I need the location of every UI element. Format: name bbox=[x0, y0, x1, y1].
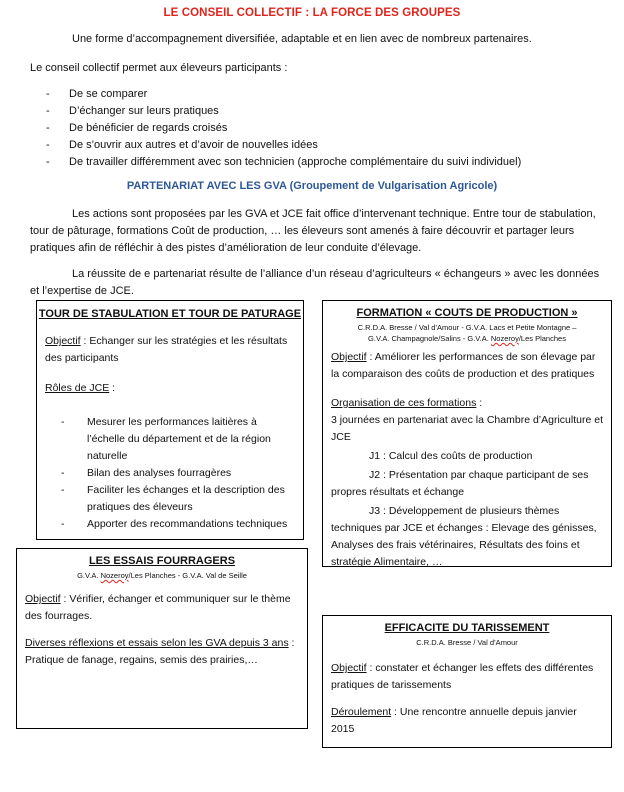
deroulement-text bbox=[331, 704, 603, 738]
box-subtitle: C.R.D.A. Bresse / Val d’Amour bbox=[416, 638, 518, 647]
sub-part: Nozeroy bbox=[100, 571, 129, 580]
j3-text: J3 : Développement de plusieurs thèmes techniques par JCE et échanges : Elevage des génisses, Analyses des frais vétérinaires, Résultats des foins et stratégie Alimentaire, … bbox=[331, 505, 597, 568]
box-title: LES ESSAIS FOURRAGERS bbox=[88, 555, 236, 567]
sub-part: /Les Planches - G.V.A. Val de Seille bbox=[128, 571, 247, 580]
box-subtitle bbox=[323, 333, 611, 344]
box-subtitle: C.R.D.A. Bresse / Val d’Amour - G.V.A. Lacs et Petite Montagne – bbox=[357, 323, 577, 332]
roles-label: Rôles de JCE bbox=[45, 382, 110, 394]
box-tour-stabulation bbox=[36, 300, 304, 540]
box-title: TOUR DE STABULATION ET TOUR DE PATURAGE bbox=[38, 308, 302, 320]
roles-heading bbox=[45, 380, 295, 397]
organisation-heading bbox=[331, 395, 605, 412]
page-title: LE CONSEIL COLLECTIF : LA FORCE DES GROUPES bbox=[163, 7, 461, 19]
paragraph-line: et l’expertise de JCE. bbox=[30, 285, 134, 297]
sub-part: /Les Planches bbox=[518, 334, 566, 343]
roles-list bbox=[61, 414, 295, 533]
objectif-text bbox=[25, 591, 299, 625]
objectif-value: : Echanger sur les stratégies et les résultats des participants bbox=[45, 335, 288, 364]
success-paragraph bbox=[30, 266, 610, 300]
objectif-label: Objectif bbox=[45, 335, 81, 347]
sub-part: G.V.A. Champagnole/Salins - G.V.A. bbox=[368, 334, 491, 343]
box-essais-fourragers bbox=[16, 548, 308, 729]
organisation-label: Organisation de ces formations bbox=[331, 397, 477, 409]
partnership-paragraph bbox=[30, 206, 610, 257]
benefits-list bbox=[46, 86, 606, 171]
partnership-heading: PARTENARIAT AVEC LES GVA (Groupement de Vulgarisation Agricole) bbox=[126, 180, 498, 192]
objectif-text bbox=[331, 349, 605, 383]
list-item: - De se comparer bbox=[46, 86, 606, 103]
list-item: - Faciliter les échanges et la description des pratiques des éleveurs bbox=[61, 482, 295, 516]
sub-part: G.V.A. bbox=[77, 571, 101, 580]
sub-part: Nozeroy bbox=[490, 334, 519, 343]
objectif-text bbox=[45, 333, 295, 367]
box-subtitle bbox=[17, 570, 307, 581]
objectif-value: : constater et échanger les effets des différentes pratiques de tarissements bbox=[331, 662, 594, 691]
reflexions-label: Diverses réflexions et essais selon les GVA depuis 3 ans bbox=[25, 637, 289, 649]
list-item: - Bilan des analyses fourragères bbox=[61, 465, 295, 482]
paragraph-line: pratiques afin de réfléchir à des pistes d’amélioration de leur conduite d’élevage. bbox=[30, 242, 422, 254]
organisation-suffix: : bbox=[476, 397, 483, 409]
objectif-value: : Vérifier, échanger et communiquer sur le thème des fourrages. bbox=[25, 593, 291, 622]
list-item: - D’échanger sur leurs pratiques bbox=[46, 103, 606, 120]
list-item: - Apporter des recommandations techniques bbox=[61, 516, 295, 533]
list-item: - Mesurer les performances laitières à l’échelle du département et de la région naturelle bbox=[61, 414, 295, 465]
list-item: - De travailler différemment avec son technicien (approche complémentaire du suivi individuel) bbox=[46, 154, 606, 171]
j2-text: J2 : Présentation par chaque participant de ses propres résultats et échange bbox=[331, 469, 589, 498]
objectif-label: Objectif bbox=[331, 662, 367, 674]
objectif-label: Objectif bbox=[331, 351, 367, 363]
box-title: EFFICACITE DU TARISSEMENT bbox=[384, 622, 550, 634]
box-formation-couts bbox=[322, 300, 612, 567]
deroulement-value: : Une rencontre annuelle depuis janvier 2015 bbox=[331, 706, 577, 735]
j1-text: J1 : Calcul des coûts de production bbox=[369, 450, 533, 462]
organisation-text: 3 journées en partenariat avec la Chambre d’Agriculture et JCE bbox=[331, 414, 603, 443]
paragraph-line: tour de pâturage, formations Coût de production, … les éleveurs sont amenés à faire découvrir et partager leurs bbox=[30, 225, 575, 237]
objectif-value: : Améliorer les performances de son élevage par la comparaison des coûts de production et des pratiques bbox=[331, 351, 596, 380]
box-title: FORMATION « COUTS DE PRODUCTION » bbox=[356, 307, 578, 319]
paragraph-line: Les actions sont proposées par les GVA et JCE fait office d’intervenant technique. Entre tour de stabulation, bbox=[72, 208, 596, 220]
roles-suffix: : bbox=[109, 382, 116, 394]
paragraph-line: La réussite de e partenariat résulte de l’alliance d’un réseau d’agriculteurs « échangeurs » avec les données bbox=[72, 268, 600, 280]
deroulement-label: Déroulement bbox=[331, 706, 392, 718]
list-item: - De bénéficier de regards croisés bbox=[46, 120, 606, 137]
list-item: - De s’ouvrir aux autres et d’avoir de nouvelles idées bbox=[46, 137, 606, 154]
intro-text: Une forme d’accompagnement diversifiée, adaptable et en lien avec de nombreux partenaires. bbox=[72, 33, 532, 45]
objectif-label: Objectif bbox=[25, 593, 61, 605]
reflexions-value: : Pratique de fanage, regains, semis des prairies,… bbox=[25, 637, 295, 666]
lead-text: Le conseil collectif permet aux éleveurs participants : bbox=[30, 62, 288, 74]
box-efficacite-tarissement bbox=[322, 615, 612, 748]
objectif-text bbox=[331, 660, 603, 694]
reflexions-text bbox=[25, 635, 299, 669]
